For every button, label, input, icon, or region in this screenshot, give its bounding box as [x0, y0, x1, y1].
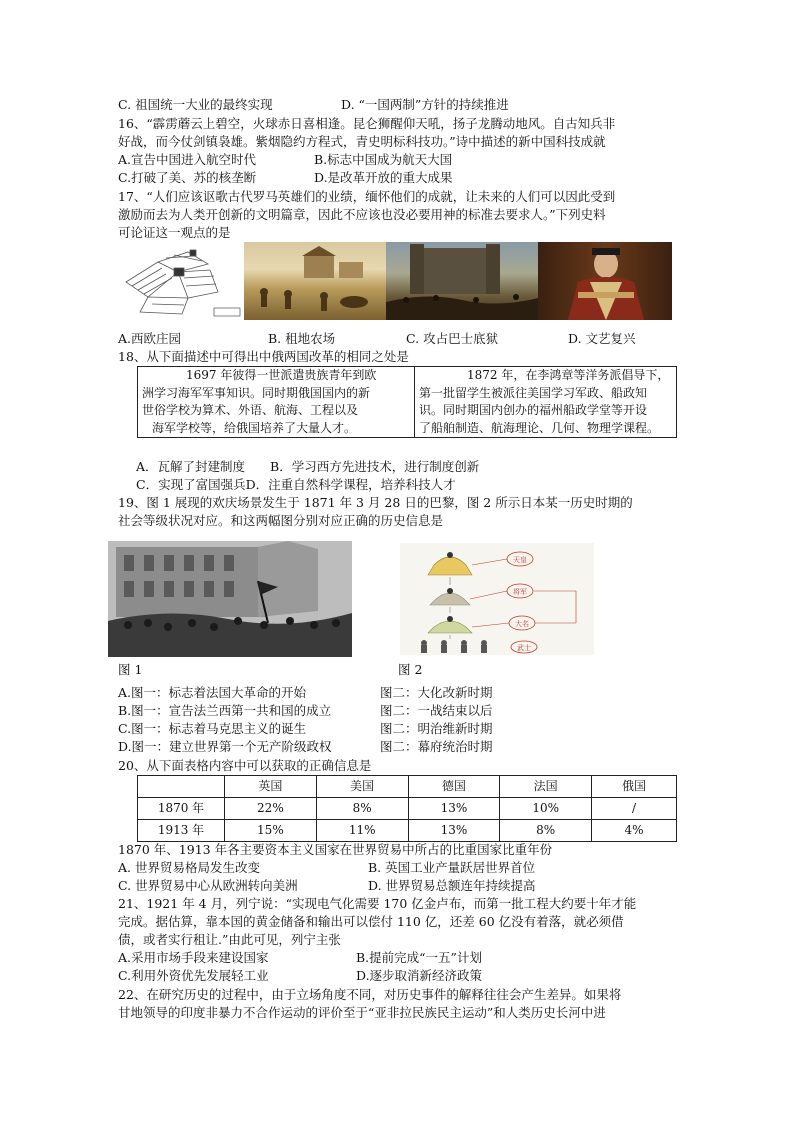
table-row: 1913 年 15% 11% 13% 8% 4% — [138, 820, 677, 842]
label-shogun: 将军 — [513, 588, 527, 596]
q17-stem-1: 17、“人们应该讴歌古代罗马英雄们的业绩，缅怀他们的成就，让未来的人们可以因此受到 — [118, 189, 616, 204]
table-row: 1870 年 22% 8% 13% 10% / — [138, 798, 677, 820]
q20-trade-table — [137, 775, 677, 842]
q18-options-ab: A．瓦解了封建制度 B．学习西方先进技术，进行制度创新 — [136, 459, 480, 474]
q16-option-c: C.打破了美、苏的核垄断 — [118, 170, 257, 185]
manor-map-image — [118, 242, 244, 320]
q16-options-cd — [118, 169, 718, 187]
label-daimyo: 大名 — [515, 620, 529, 628]
japan-hierarchy-figure — [400, 543, 594, 655]
q20-option-c: C. 世界贸易中心从欧洲转向美洲 — [118, 878, 298, 893]
q22-stem-2: 甘地领导的印度非暴力不合作运动的评价至于“亚非拉民族民主运动”和人类历史长河中进 — [118, 1005, 606, 1020]
figure-2-caption: 图 2 — [398, 662, 423, 677]
q20-options-cd — [118, 877, 718, 895]
q20-stem: 20、从下面表格内容中可以获取的正确信息是 — [118, 758, 372, 773]
q22-stem-1: 22、在研究历史的过程中，由于立场角度不同，对历史事件的解释往往会产生差异。如果将 — [118, 987, 622, 1002]
q16-stem-1: 16、“霹雳蘑云上碧空，火球赤日喜相逢。昆仑狮醒仰天吼，扬子龙腾动地风。自古知兵非 — [118, 116, 616, 131]
q18-russia-cell: 1697 年彼得一世派遣贵族青年到欧 洲学习海军军事知识。同时期俄国国内的新 世俗学校为算术、外语、航海、工程以及 海军学校等，给俄国培养了大量人才。 — [138, 367, 415, 438]
renaissance-portrait-image — [538, 242, 672, 320]
q18-stem: 18、从下面描述中可得出中俄两国改革的相同之处是 — [118, 349, 409, 364]
q15-option-c: C. 祖国统一大业的最终实现 — [118, 97, 273, 112]
paris-commune-engraving — [108, 541, 352, 657]
q20-option-a: A. 世界贸易格局发生改变 — [118, 860, 260, 875]
q20-table-caption: 1870 年、1913 年各主要资本主义国家在世界贸易中所占的比重国家比重年份 — [118, 842, 553, 857]
q21-stem-1: 21、1921 年 4 月，列宁说：“实现电气化需要 170 亿金卢布，而第一批工程大约要十年才能 — [118, 896, 637, 911]
q21-options-cd — [118, 967, 718, 985]
q19-option-b: B.图一：宣告法兰西第一共和国的成立 图二：一战结束以后 — [118, 703, 493, 718]
q20-option-d: D. 世界贸易总额连年持续提高 — [368, 878, 536, 893]
q15-options — [118, 96, 718, 114]
label-bushi: 武士 — [517, 644, 531, 652]
q19-option-d: D.图一：建立世界第一个无产阶级政权 图二：幕府统治时期 — [118, 739, 493, 754]
q17-option-a: A.西欧庄园 — [118, 331, 182, 346]
q21-options-ab — [118, 949, 718, 967]
q17-option-b: B. 租地农场 — [268, 331, 336, 346]
farm-painting-image — [244, 242, 386, 320]
q19-stem-1: 19、图 1 展现的欢庆场景发生于 1871 年 3 月 28 日的巴黎，图 2 所示日本某一历史时期的 — [118, 495, 633, 510]
q15-option-d: D. “一国两制”方针的持续推进 — [341, 97, 509, 112]
q17-option-c: C. 攻占巴士底狱 — [406, 331, 499, 346]
q16-option-b: B.标志中国成为航天大国 — [314, 152, 453, 167]
q19-option-c: C.图一：标志着马克思主义的诞生 图二：明治维新时期 — [118, 721, 493, 736]
q19-stem-2: 社会等级状况对应。和这两幅图分别对应正确的历史信息是 — [118, 513, 444, 528]
q18-china-cell: 1872 年，在李鸿章等洋务派倡导下， 第一批留学生被派往美国学习军政、船政知 识。同时期国内创办的福州船政学堂等开设 了船舶制造、航海理论、几何、物理学课程。 — [415, 367, 677, 438]
q17-options — [118, 330, 718, 348]
q16-stem-2: 好战，而今仗剑镇袅雄。紫烟隐约方程式，青史明标科技功。”诗中描述的新中国科技成就 — [118, 134, 606, 149]
q17-stem-3: 可论证这一观点的是 — [118, 225, 231, 240]
q16-option-a: A.宣告中国进入航空时代 — [118, 152, 257, 167]
q16-options-ab — [118, 151, 718, 169]
q19-option-a: A.图一：标志着法国大革命的开始 图二：大化改新时期 — [118, 685, 493, 700]
q21-option-d: D.逐步取消新经济政策 — [356, 968, 483, 983]
label-tenno: 天皇 — [513, 556, 527, 564]
figure-1-caption: 图 1 — [118, 662, 143, 677]
q17-option-d: D. 文艺复兴 — [568, 331, 636, 346]
q20-options-ab — [118, 859, 718, 877]
bastille-painting-image — [386, 242, 538, 320]
q21-option-a: A.采用市场手段来建设国家 — [118, 950, 269, 965]
q17-stem-2: 激励而去为人类开创新的文明篇章，因此不应该也没必要用神的标准去要求人。”下列史料 — [118, 207, 606, 222]
q16-option-d: D.是改革开放的重大成果 — [314, 170, 453, 185]
q21-option-b: B.提前完成“一五”计划 — [356, 950, 482, 965]
q21-stem-3: 债，或者实行租让.”由此可见，列宁主张 — [118, 932, 341, 947]
q20-option-b: B. 英国工业产量跃居世界首位 — [368, 860, 536, 875]
q18-comparison-table — [137, 366, 677, 438]
q21-option-c: C.利用外资优先发展轻工业 — [118, 968, 269, 983]
q21-stem-2: 完成。据估算，靠本国的黄金储备和输出可以偿付 110 亿，还差 60 亿没有着落，就必须借 — [118, 914, 624, 929]
q18-options-cd: C．实现了富国强兵D．注重自然科学课程，培养科技人才 — [136, 477, 456, 492]
table-header-row: 英国 美国 德国 法国 俄国 — [138, 776, 677, 798]
